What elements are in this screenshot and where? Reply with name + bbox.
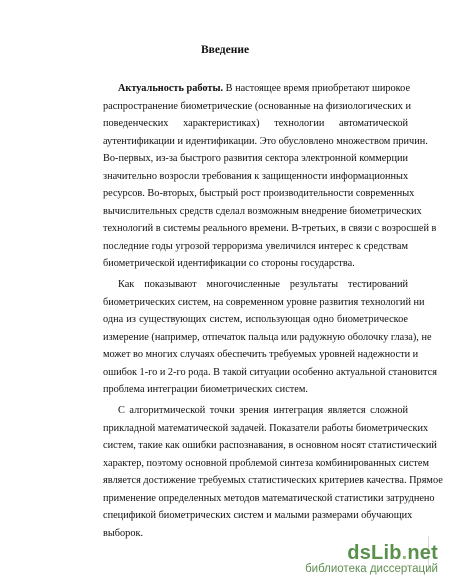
paragraph-line: технологий в системы реального времени. В-третьих, в связи с возросшей в: [103, 223, 437, 235]
paragraph-line: измерение (например, отпечаток пальца или радужную оболочку глаза), не: [103, 331, 432, 343]
paragraph-line: одна из существующих систем, использующая одно биометрическое: [103, 314, 408, 326]
paragraph-testing: [103, 276, 437, 399]
watermark-subtitle: библиотека диссертаций: [305, 563, 438, 575]
paragraph-line: прикладной математической задачей. Показатели работы биометрических: [103, 422, 429, 434]
paragraph-algorithmic: [103, 402, 443, 542]
lead-bold-text: Актуальность работы.: [118, 83, 224, 94]
paragraph-line: систем, такие как ошибки распознавания, в основном носят статистический: [103, 440, 437, 452]
paragraph-line: поведенческих характеристиках) технологии автоматической: [103, 118, 408, 130]
logo-main-text: dsLib: [347, 542, 402, 564]
paragraph-line: значительно возросли требования к защищенности информационных: [103, 170, 409, 182]
paragraph-line: Как показывают многочисленные результаты тестирований: [118, 279, 408, 290]
page-heading: Введение: [200, 44, 250, 56]
dslib-logo: [305, 543, 438, 563]
paragraph-line: аутентификации и идентификации. Это обусловлено множеством причин.: [103, 135, 428, 147]
paragraph-line: спецификой биометрических систем и малыми размерами обучающих: [103, 510, 413, 522]
logo-tld-text: net: [407, 542, 438, 564]
paragraph-line: ошибок 1-го и 2-го рода. В такой ситуации особенно актуальной становится: [103, 366, 437, 378]
paragraph-line: выборок.: [103, 527, 144, 539]
paragraph-line: последние годы угрозой терроризма увеличился интерес к средствам: [103, 240, 408, 252]
paragraph-line: проблема интеграции биометрических систем.: [103, 384, 308, 396]
paragraph-line: может во многих случаях обеспечить требуемых уровней надежности и: [103, 349, 419, 361]
paragraph-line: характер, поэтому основной проблемой синтеза комбинированных систем: [103, 457, 429, 469]
paragraph-line: является достижение требуемых статистических критериев качества. Прямое: [103, 475, 443, 487]
paragraph-line: [103, 80, 411, 98]
paragraph-line: распространение биометрические (основанные на физиологических и: [103, 100, 412, 112]
paragraph-line-text: В настоящее время приобретают широкое: [223, 83, 411, 94]
paragraph-line: биометрической идентификации со стороны государства.: [103, 258, 355, 270]
paragraph-line: С алгоритмической точки зрения интеграция является сложной: [118, 405, 408, 416]
paragraph-line: вычислительных средств сделал возможным внедрение биометрических: [103, 205, 422, 217]
dslib-watermark: [305, 543, 438, 576]
paragraph-line: биометрических систем, на современном уровне развития технологий ни: [103, 296, 425, 308]
paragraph-line: применение определенных методов математической статистики затруднено: [103, 492, 435, 504]
paragraph-line: ресурсов. Во-вторых, быстрый рост производительности современных: [103, 188, 415, 200]
logo-dot-text: .: [401, 542, 408, 564]
paragraph-line: Во-первых, из-за быстрого развития сектора электронной коммерции: [103, 153, 408, 165]
paragraph-relevance: [103, 80, 437, 273]
